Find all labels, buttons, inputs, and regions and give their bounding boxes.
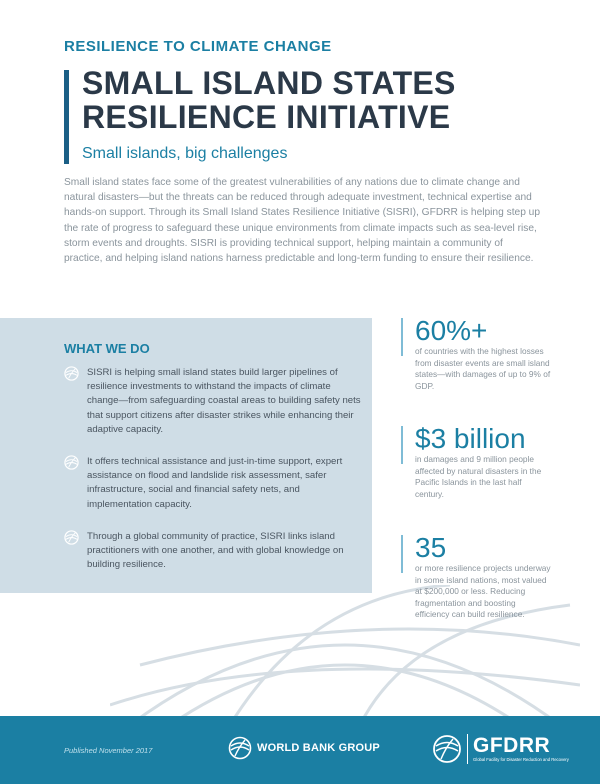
list-item <box>64 530 362 573</box>
stat-value: $3 billion <box>415 423 526 454</box>
page-title: SMALL ISLAND STATES RESILIENCE INITIATIVE <box>82 65 456 135</box>
stat-block <box>401 424 551 500</box>
gfdrr-logo <box>432 734 569 764</box>
globe-bullet-icon <box>64 530 79 545</box>
intro-paragraph: Small island states face some of the greatest vulnerabilities of any nations due to climate change and natural disasters—but the threats can be reduced through adequate investment, technical expertise and hands-on support. Through its Small Island States Resilience Initiative (SISRI), GFDRR is helping step up the rate of progress to safeguard these unique environments from climate impacts such as sea-level rise, storm events and droughts. SISRI is providing technical support, helping maintain a community of practice, and helping island nations harness predictable and long-term funding to ensure their resilience. <box>64 177 541 265</box>
page-subtitle: Small islands, big challenges <box>82 145 288 162</box>
stat-value: 60%+ <box>415 315 488 346</box>
list-item-text: Through a global community of practice, SISRI links island practitioners with one another, and with global knowledge on building resilience. <box>87 531 344 571</box>
stat-description: of countries with the highest losses from disaster events are small island states—with damages of up to 9% of GDP. <box>415 346 551 391</box>
published-date: Published November 2017 <box>64 746 153 755</box>
world-bank-group-label: WORLD BANK GROUP <box>257 742 380 754</box>
stat-description: or more resilience projects underway in some island nations, most valued at $200,000 or less. Reducing fragmentation and boosting efficiency can build resilience. <box>415 563 551 620</box>
stat-accent-bar <box>401 318 403 356</box>
gfdrr-tagline: Global Facility for Disaster Reduction and Recovery <box>473 757 569 762</box>
kicker-heading: RESILIENCE TO CLIMATE CHANGE <box>64 38 332 55</box>
logo-divider <box>467 734 468 764</box>
title-accent-bar <box>64 70 69 164</box>
stat-description: in damages and 9 million people affected by natural disasters in the Pacific Islands in the last half century. <box>415 454 542 499</box>
stat-block <box>401 533 551 621</box>
footer-bar <box>0 716 600 784</box>
gfdrr-globe-icon <box>432 734 462 764</box>
globe-bullet-icon <box>64 366 79 381</box>
stat-accent-bar <box>401 426 403 464</box>
world-bank-globe-icon <box>228 736 252 760</box>
list-item-text: SISRI is helping small island states build larger pipelines of resilience investments to withstand the impacts of climate change—from safeguarding coastal areas to building safety nets that support citizens after disaster strikes while enhancing their adaptive capacity. <box>87 367 361 435</box>
list-item <box>64 455 362 512</box>
what-we-do-heading: WHAT WE DO <box>64 341 150 356</box>
list-item <box>64 366 362 437</box>
gfdrr-label: GFDRR <box>473 734 551 757</box>
globe-bullet-icon <box>64 455 79 470</box>
list-item-text: It offers technical assistance and just-in-time support, expert assistance on flood and landslide risk assessment, safer infrastructure, social and financial safety nets, and implementation capacity. <box>87 456 343 510</box>
stat-value: 35 <box>415 532 447 563</box>
world-bank-group-logo <box>228 736 380 760</box>
stat-block <box>401 316 551 392</box>
stat-accent-bar <box>401 535 403 573</box>
